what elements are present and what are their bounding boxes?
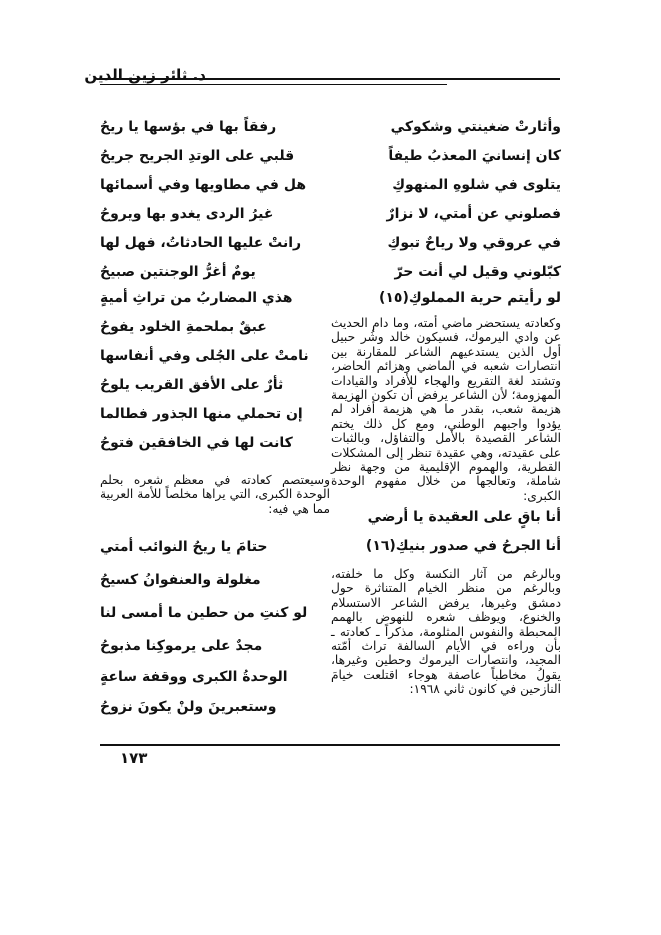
- quote-line: أنا الجرحُ في صدور بنيكِ(١٦): [365, 538, 561, 554]
- verse-line: الوحدةُ الكبرى ووقفة ساعةٍ: [100, 669, 288, 685]
- paragraph: وكعادته يستحضر ماضي أمته، وما دام الحديث عن وادي اليرموك، فسيكون خالد وشُر حبيل أول الذين يستدعيهم الشاعر للمقارنة بين انتصارات شعبه في الماضي وهزائم الحاضر، وتشتد لغة التقريع والهجاء للأفراد والقيادات المهزومة؛ لأن الشاعر يرفض أن تكون الهزيمة هزيمة شعب، بقدر ما هي هزيمة أفراد لم يؤدوا واجبهم الوطني، ومع كل ذلك يختم الشاعر القصيدة بالأمل والتفاؤل، وبالثبات على عقيدته، وهي عقيدة تنظر إلى المشكلات القطرية، والهموم الإقليمية من وجهة نظر شاملة، وتعالجها من خلال مفهوم الوحدة الكبرى:: [331, 316, 561, 503]
- verse-line: حتامَ يا ريحُ النوائب أمتي: [100, 539, 268, 555]
- header-rule: [100, 78, 560, 80]
- verse-line: عبقٌ بملحمةِ الخلود يفوحُ: [100, 319, 267, 335]
- verse-line: كبّلوني وقيل لي أنت حرّ: [394, 264, 561, 280]
- verse-line: هذي المضاربُ من تراثِ أميةٍ: [100, 290, 293, 306]
- verse-line: لو كنتِ من حطين ما أمسى لنا: [100, 605, 308, 621]
- verse-line: ثأرٌ على الأفق القريب يلوحُ: [100, 377, 284, 393]
- paragraph: وبالرغم من آثار النكسة وكل ما خلفته، وبالرغم من منظر الخيام المتناثرة حول دمشق وغيرها، يرفض الشاعر الاستسلام والخنوع، ويوظف شعره للنهوض بالهمم المحبطة والنفوس المثلومة، مذكراً ـ كعادته ـ بأن وراءه في الأيام السالفة تراث أمّته المجيد، وانتصارات اليرموك وحطين وغيرها، يقولُ مخاطباً عاصفة هوجاء اقتلعت خيامَ النازحين في كانون ثاني ١٩٦٨:: [331, 567, 561, 697]
- verse-line: هل في مطاويها وفي أسمائها: [100, 177, 307, 193]
- verse-line: مجدٌ على يرموكِنا مذبوحُ: [100, 638, 263, 654]
- header-rule-secondary: [100, 84, 447, 85]
- verse-line: قلبي على الوتدِ الجريح جريحُ: [100, 148, 295, 164]
- header-author: د. ثائر زين الدين: [84, 66, 206, 84]
- verse-line: كانت لها في الخافقين فتوحُ: [100, 435, 293, 451]
- footer-rule: [100, 744, 560, 746]
- verse-line: وأثارتْ ضغينتي وشكوكي: [390, 119, 561, 135]
- verse-line: فصلوني عن أمتي، لا نزارٌ: [386, 206, 561, 222]
- quote-line: أنا باقٍ على العقيدة يا أرضي: [367, 509, 561, 525]
- verse-line: يومٌ أغرُّ الوجنتين صبيحُ: [100, 264, 256, 280]
- verse-line: وستعبرينَ ولنْ يكونَ نزوحُ: [100, 699, 277, 715]
- verse-line: رفقاً بها في بؤسها يا ريحُ: [100, 119, 277, 135]
- verse-line: نامتْ على الجُلى وفي أنفاسها: [100, 348, 309, 364]
- verse-line: إن تحملي منها الجذور فطالما: [100, 406, 303, 422]
- verse-line: يتلوى في شلوهِ المنهوكِ: [392, 177, 561, 193]
- verse-line: مغلولة والعنفوانُ كسيحُ: [100, 572, 261, 588]
- verse-line: كان إنسانيَ المعذبُ طيفاً: [388, 148, 561, 164]
- paragraph: وسيعتصم كعادته في معظم شعره بحلم الوحدة الكبرى، التي يراها مخلصاً للأمة العربية مما هي فيه:: [100, 473, 330, 516]
- verse-line: غيرُ الردى يغدو بها ويروحُ: [100, 206, 274, 222]
- verse-line: لو رأيتم حرية المملوكِ(١٥): [378, 290, 561, 306]
- verse-line: في عروقي ولا رياحٌ تبوكِ: [387, 235, 561, 251]
- page-number: ١٧٣: [120, 749, 148, 767]
- verse-line: رانتْ عليها الحادثاتُ، فهل لها: [100, 235, 302, 251]
